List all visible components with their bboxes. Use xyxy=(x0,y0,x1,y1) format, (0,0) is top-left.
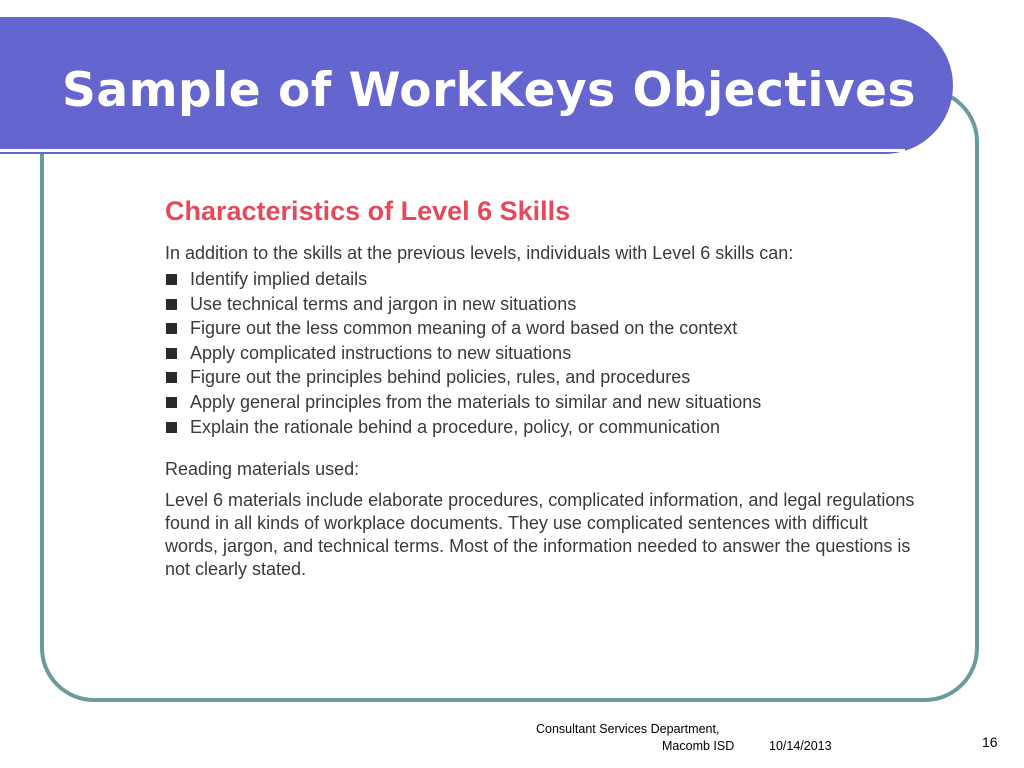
list-item-text: Use technical terms and jargon in new situations xyxy=(190,293,577,314)
square-bullet-icon xyxy=(166,323,177,334)
list-item xyxy=(165,316,945,341)
page-number: 16 xyxy=(982,734,998,750)
list-item xyxy=(165,415,945,440)
materials-paragraph: Level 6 materials include elaborate procedures, complicated information, and legal regulations found in all kinds of workplace documents. They use complicated sentences with difficult words, jargon, and technical terms. Most of the information needed to answer the questions is not clearly stated. xyxy=(165,490,915,580)
list-item-text: Apply general principles from the materials to similar and new situations xyxy=(190,391,762,412)
footer-department: Consultant Services Department, xyxy=(536,722,720,736)
square-bullet-icon xyxy=(166,422,177,433)
footer-date: 10/14/2013 xyxy=(769,739,832,753)
list-item xyxy=(165,267,945,292)
square-bullet-icon xyxy=(166,397,177,408)
footer-organization: Macomb ISD xyxy=(662,739,735,753)
content-area xyxy=(165,195,945,581)
materials-heading: Reading materials used: xyxy=(165,459,360,480)
list-item-text: Explain the rationale behind a procedure, policy, or communication xyxy=(190,416,720,437)
intro-text: In addition to the skills at the previous levels, individuals with Level 6 skills can: xyxy=(165,243,794,263)
slide-title: Sample of WorkKeys Objectives xyxy=(62,63,916,118)
list-item-text: Apply complicated instructions to new situations xyxy=(190,342,572,363)
square-bullet-icon xyxy=(166,372,177,383)
square-bullet-icon xyxy=(166,299,177,310)
list-item xyxy=(165,341,945,366)
list-item-text: Figure out the principles behind policies, rules, and procedures xyxy=(190,367,691,388)
list-item xyxy=(165,390,945,415)
list-item-text: Identify implied details xyxy=(190,269,368,289)
square-bullet-icon xyxy=(166,274,177,285)
skills-list xyxy=(165,267,945,439)
list-item-text: Figure out the less common meaning of a word based on the context xyxy=(190,318,738,339)
list-item xyxy=(165,365,945,390)
list-item xyxy=(165,292,945,317)
title-underline xyxy=(0,149,905,152)
square-bullet-icon xyxy=(166,348,177,359)
section-heading: Characteristics of Level 6 Skills xyxy=(165,196,571,226)
